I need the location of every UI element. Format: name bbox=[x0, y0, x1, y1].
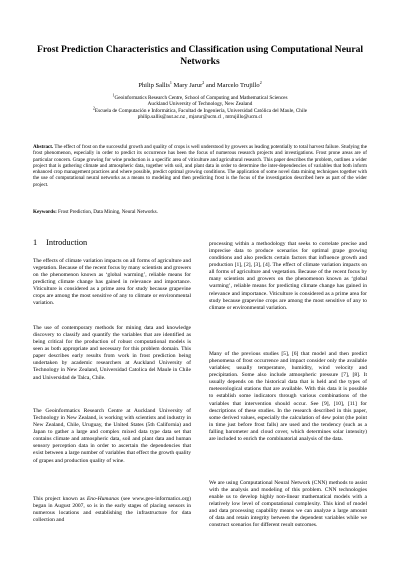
section-title: Introduction bbox=[46, 238, 88, 247]
author-2: Mary Jarur bbox=[171, 82, 203, 89]
author-list bbox=[30, 79, 370, 90]
affiliation-1-line-1: $^1$Geoinformatics Research Centre, School of Computing and Mathematical Sciences bbox=[112, 92, 288, 101]
affiliations bbox=[30, 92, 370, 121]
author-1: Philip Sallis bbox=[138, 82, 170, 89]
author-2-affil-marker: 2 bbox=[202, 79, 205, 85]
left-column-paragraph-4: This project known as Eno-Humanas (see www.geo-informatics.org) began in August 2007, so is in the early stages of placing sensors in numerous locations and establishing the infrastructure for data collection and bbox=[33, 496, 191, 524]
section-number: 1 bbox=[33, 238, 38, 247]
keywords-label: Keywords: bbox=[33, 209, 57, 215]
project-name: Eno-Humanas bbox=[86, 496, 119, 502]
affiliation-2-line-1: $^2$Escuela de Computación e Informática, Facultad de Ingeniería, Universidad Católica del Maule, Chile bbox=[92, 105, 308, 114]
paper-title: Frost Prediction Characteristics and Classification using Computational Neural Networks bbox=[36, 44, 364, 67]
affiliation-1-marker: 1 bbox=[112, 92, 115, 98]
abstract-label: Abstract. bbox=[33, 144, 54, 150]
left-column-paragraph-2: The use of contemporary methods for mining data and knowledge discovery to classify and quantify the variables that are identified as being critical for the production of robust computational models is seen as both appropriate and necessary for this problem domain. This paper describes early results from work in frost prediction being undertaken by academic researchers at Auckland University of Technology in New Zealand, Universidad Catolica del Maule in Chile and Universidad de Talca, Chile. bbox=[33, 325, 191, 381]
left-column-paragraph-3: The Geoinformatics Research Centre at Auckland University of Technology in New Zealand, is working with scientists and industry in New Zealand, Chile, Uruguay, the United States (5th California) and Japan to gather a large and complex mixed data type data set that contains climate and atmospheric data, soil and plant data and human sensory perception data in order to ascertain the dependencies that exist between a large number of variables that effect the growth quality of grapes and production quality of wine. bbox=[33, 408, 191, 464]
author-1-affil-marker: 1 bbox=[169, 79, 172, 85]
affiliation-2-marker: 2 bbox=[92, 105, 95, 111]
affiliation-1-line-2: Auckland University of Technology, New Zealand bbox=[147, 101, 253, 108]
keywords-text: Frost Prediction, Data Mining, Neural Networks. bbox=[56, 209, 158, 215]
left-column-paragraph-1: The effects of climate variation impacts on all forms of agriculture and vegetation. Because of the recent focus by many scientists and growers on the phenomenon known as ‘global warming’, reliable means for predicting climate change has gained in relevance and importance. Viticulture is considered as a prime area for study because grapevine crops are among the most sensitive of any to climate or environmental variation. bbox=[33, 258, 191, 307]
right-column-paragraph-2: Many of the previous studies [5], [6] that model and then predict phenomena of frost occurrence and impact consider only the available variables; usually temperature, humidity, wind velocity and precipitation. Some also include atmospheric pressure [7], [8]. It usually depends on the historical data that is held and the types of meteorological stations that are available. With this data it is possible to establish some indicators through various combinations of the variables that intervention should occur. See [9], [10], [11] for descriptions of these studies. In the research described in this paper, some derived values, especially the calculation of dew point (the point in time just before frost falls) are used and the tendency (such as a falling barometer and cloud cover, which determines solar intensity) are included to enrich the combinatorial analysis of the data. bbox=[209, 351, 367, 442]
abstract-text: The effect of frost on the successful growth and quality of crops is well understood by growers as leading potentially to total harvest failure. Studying the frost phenomenon, especially in order to predict its occurrence has been the focus of numerous research projects and investigations. Frost prone areas are of particular concern. Grape growing for wine production is a specific area of viticulture and agricultural research. This paper describes the problem, outlines a wider project that is gathering climate and atmospheric data, together with soil, and plant data in order to determine the inter-dependencies of variables that both inform enhanced crop management practices and where possible, predict optimal growing conditions. The application of some novel data mining techniques together with the use of computational neural networks as a means to modeling and then predicting frost is the focus of the investigation described here as part of the wider project. bbox=[33, 144, 367, 188]
abstract bbox=[33, 144, 367, 188]
section-heading-introduction bbox=[33, 238, 87, 248]
right-column-paragraph-1: processing within a methodology that seeks to correlate precise and imprecise data to produce scenarios for optimal grape growing conditions and also predicts certain factors that influence growth and production [1], [2], [3], [4]. The effect of climate variation impacts on all forms of agriculture and vegetation. Because of the recent focus by many scientists and growers on the phenomenon known as ‘global warming’, reliable means for predicting climate change has gained in relevance and importance. Viticulture is considered as a prime area for study because grapevine crops are among the most sensitive of any to climate or environmental variation. bbox=[209, 241, 367, 311]
right-column-paragraph-3: We are using Computational Neural Network (CNN) methods to assist with the analysis and modeling of this problem. CNN technologies enable us to develop highly non-linear mathematical models with a relatively low level of computational complexity. This kind of model and data processing capability means we can analyze a large amount of data and retain integrity between the dependent variables while we construct scenarios for different result outcomes. bbox=[209, 480, 367, 529]
author-emails: philip.sallis@aut.ac.nz , mjarur@ucm.cl , mtrujillo@ucm.cl bbox=[137, 114, 263, 121]
keywords bbox=[33, 209, 367, 215]
author-3-affil-marker: 2 bbox=[259, 79, 262, 85]
author-3: and Marcelo Trujillo bbox=[204, 82, 260, 89]
